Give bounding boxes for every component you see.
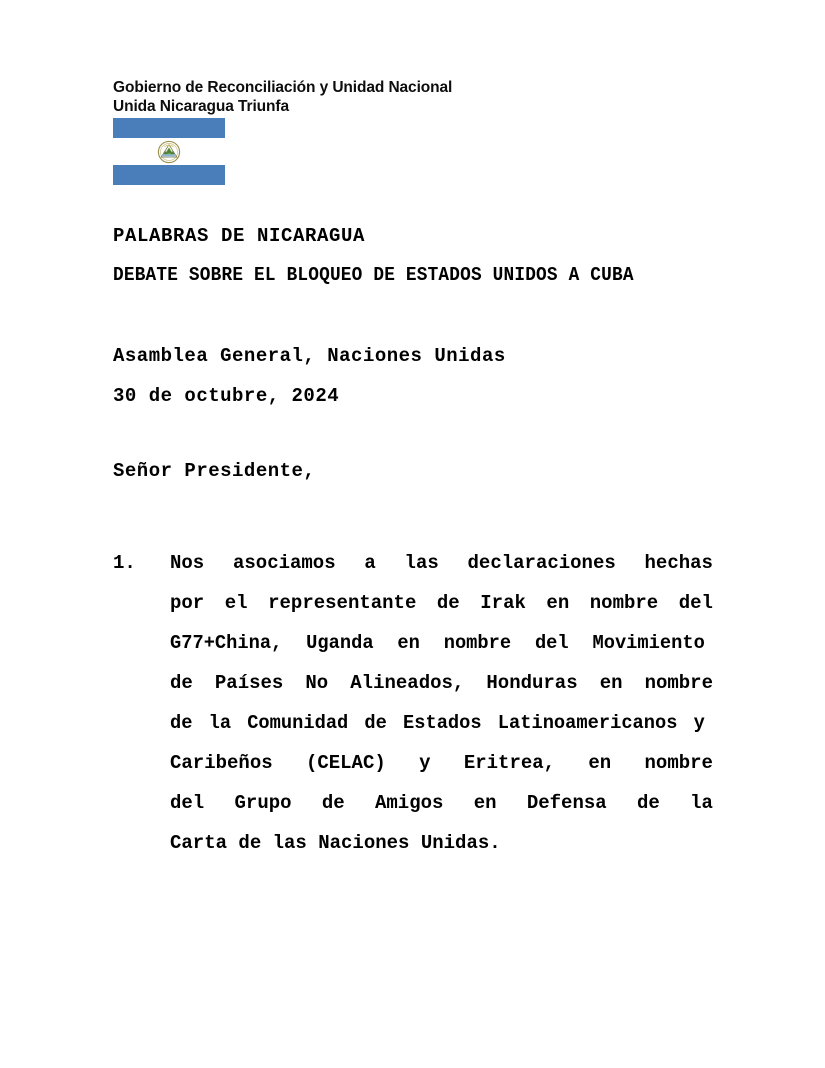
speech-venue: Asamblea General, Naciones Unidas — [113, 345, 506, 367]
paragraph-word: Defensa — [526, 792, 607, 814]
paragraph-word: en — [599, 672, 623, 694]
paragraph-word: y — [693, 712, 705, 734]
paragraph-word: declaraciones — [467, 552, 616, 574]
paragraph-word: de — [364, 712, 387, 734]
speech-date: 30 de octubre, 2024 — [113, 385, 340, 407]
paragraph-word: por — [170, 592, 205, 614]
paragraph-word: de — [436, 592, 460, 614]
paragraph-word: Comunidad — [247, 712, 349, 734]
paragraph-word: nombre — [644, 752, 713, 774]
paragraph-word: de — [321, 792, 345, 814]
paragraph-word: las — [404, 552, 439, 574]
paragraph-word: la — [690, 792, 713, 814]
paragraph-word: la — [208, 712, 232, 734]
paragraph-word: de — [170, 712, 193, 734]
paragraph-line — [170, 623, 705, 663]
paragraph-word: Eritrea, — [463, 752, 556, 774]
flag-stripe-middle — [113, 138, 225, 165]
paragraph-word: Alineados, — [350, 672, 465, 694]
paragraph-word: representante — [268, 592, 417, 614]
paragraph-1 — [113, 543, 713, 863]
paragraph-word: Nos — [170, 552, 205, 574]
paragraph-word: Latinoamericanos — [497, 712, 678, 734]
paragraph-word: Movimiento — [592, 632, 705, 654]
paragraph-word: Uganda — [306, 632, 374, 654]
paragraph-word: del — [678, 592, 713, 614]
paragraph-word: Caribeños — [170, 752, 273, 774]
paragraph-line — [170, 663, 713, 703]
paragraph-line-last: Carta de las Naciones Unidas. — [170, 832, 501, 854]
paragraph-word: en — [546, 592, 570, 614]
paragraph-word: del — [170, 792, 205, 814]
paragraph-word: Países — [214, 672, 284, 694]
paragraph-marker: 1. — [113, 552, 136, 574]
paragraph-word: No — [305, 672, 329, 694]
paragraph-word: Estados — [403, 712, 482, 734]
paragraph-word: Honduras — [486, 672, 578, 694]
paragraph-word: a — [364, 552, 376, 574]
paragraph-word: de — [636, 792, 660, 814]
nicaragua-flag — [113, 118, 225, 185]
paragraph-word: Irak — [480, 592, 526, 614]
paragraph-line — [170, 783, 713, 823]
letterhead-line-2: Unida Nicaragua Triunfa — [113, 98, 289, 115]
paragraph-text — [170, 543, 713, 863]
paragraph-line — [170, 743, 713, 783]
flag-stripe-top — [113, 118, 225, 138]
letterhead — [113, 78, 753, 116]
paragraph-word: en — [473, 792, 497, 814]
paragraph-word: de — [170, 672, 193, 694]
paragraph-line — [170, 703, 705, 743]
paragraph-word: y — [419, 752, 431, 774]
salutation: Señor Presidente, — [113, 460, 316, 482]
speech-title-line-1: PALABRAS DE NICARAGUA — [113, 225, 366, 247]
speech-title-line-2: DEBATE SOBRE EL BLOQUEO DE ESTADOS UNIDOS A CUBA — [113, 264, 634, 286]
paragraph-word: en — [397, 632, 420, 654]
paragraph-word: Grupo — [234, 792, 292, 814]
paragraph-word: del — [534, 632, 569, 654]
paragraph-word: asociamos — [232, 552, 336, 574]
paragraph-line — [170, 583, 713, 623]
paragraph-word: en — [588, 752, 612, 774]
paragraph-word: nombre — [443, 632, 512, 654]
paragraph-word: Amigos — [374, 792, 444, 814]
flag-stripe-bottom — [113, 165, 225, 185]
paragraph-word: nombre — [644, 672, 713, 694]
nicaragua-coat-of-arms-icon — [158, 140, 181, 163]
paragraph-word: nombre — [589, 592, 659, 614]
paragraph-word: G77+China, — [170, 632, 283, 654]
letterhead-line-1: Gobierno de Reconciliación y Unidad Nacional — [113, 79, 453, 96]
paragraph-word: el — [224, 592, 248, 614]
paragraph-line — [170, 543, 713, 583]
paragraph-word: (CELAC) — [305, 752, 386, 774]
paragraph-word: hechas — [644, 552, 713, 574]
